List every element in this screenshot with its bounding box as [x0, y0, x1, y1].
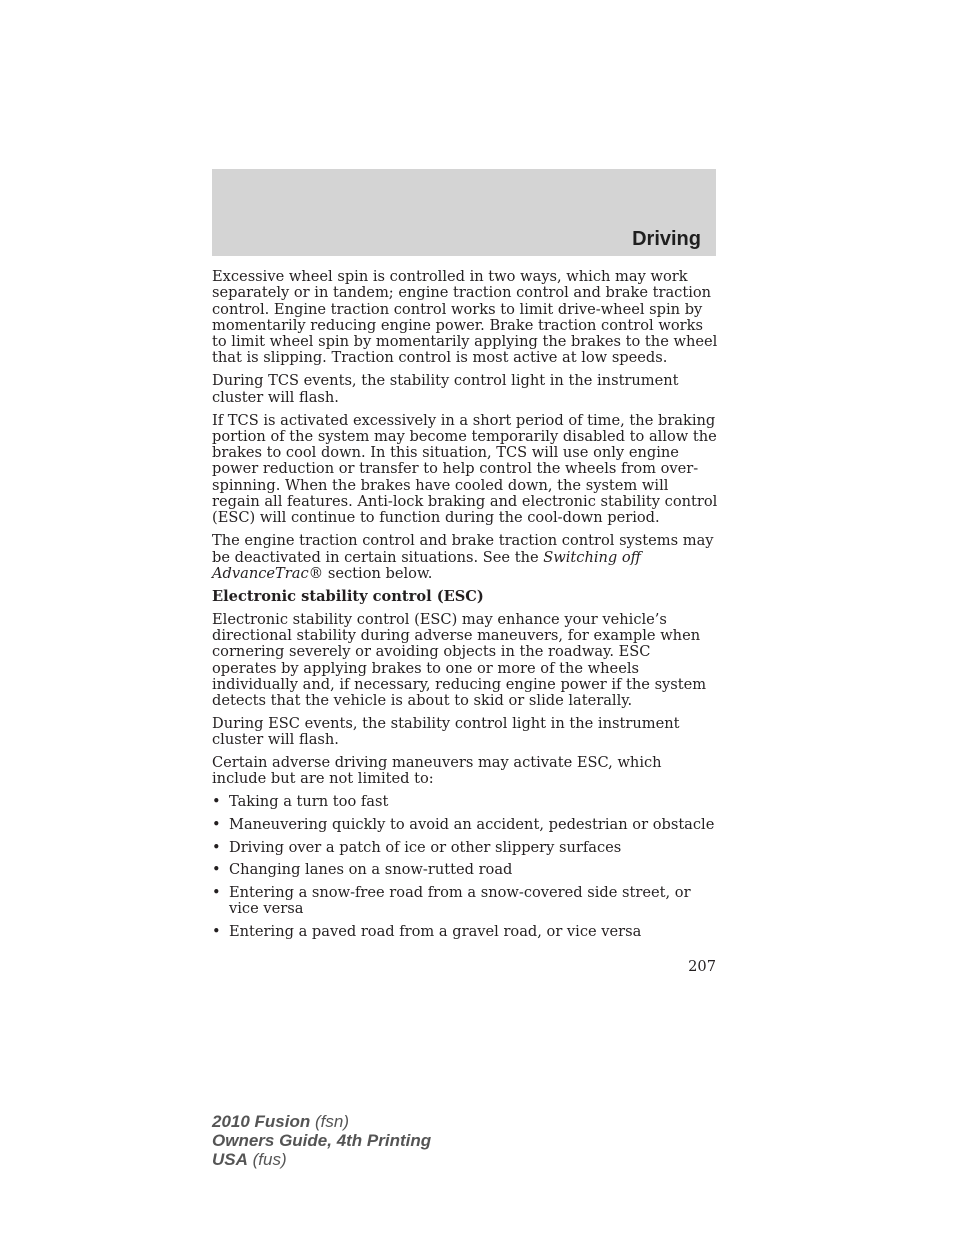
footer-model-code: (fsn): [310, 1112, 349, 1131]
list-item-text: Taking a turn too fast: [229, 793, 389, 811]
paragraph-tcs-events: During TCS events, the stability control light in the instrument cluster will flash.: [212, 372, 679, 406]
footer-region: USA: [212, 1150, 248, 1169]
document-footer: [212, 1112, 431, 1169]
list-item: [212, 817, 718, 833]
paragraph-esc-events: During ESC events, the stability control light in the instrument cluster will flash.: [212, 714, 680, 749]
bullet-icon: •: [212, 838, 221, 856]
list-item-text: Entering a paved road from a gravel road, or vice versa: [229, 922, 642, 940]
page-body: [212, 269, 718, 946]
list-item-text: Maneuvering quickly to avoid an accident, pedestrian or obstacle: [229, 815, 715, 833]
page-number: 207: [688, 958, 716, 975]
deactivation-text-start: The engine traction control and brake traction control systems may be deactivated in certain situations. See the: [212, 532, 714, 566]
footer-region-line: [212, 1150, 431, 1169]
paragraph-esc-maneuvers: Certain adverse driving maneuvers may activate ESC, which include but are not limited to:: [212, 754, 662, 788]
list-item-text: Entering a snow-free road from a snow-covered side street, or vice versa: [229, 883, 691, 918]
esc-heading: Electronic stability control (ESC): [212, 587, 484, 605]
bullet-icon: •: [212, 883, 221, 901]
bullet-icon: •: [212, 861, 221, 879]
section-title: Driving: [632, 228, 701, 250]
list-item-text: Driving over a patch of ice or other slippery surfaces: [229, 838, 622, 856]
bullet-icon: •: [212, 922, 221, 940]
bullet-icon: •: [212, 815, 221, 833]
footer-model: 2010 Fusion: [212, 1112, 311, 1131]
list-item: [212, 885, 718, 918]
list-item-text: Changing lanes on a snow-rutted road: [229, 861, 513, 879]
footer-region-code: (fus): [247, 1150, 287, 1169]
list-item: [212, 794, 718, 810]
maneuver-list: [212, 794, 718, 940]
deactivation-text-end: section below.: [323, 564, 433, 582]
footer-model-line: [212, 1112, 431, 1131]
list-item: [212, 840, 718, 856]
bullet-icon: •: [212, 793, 221, 811]
footer-printing-line: Owners Guide, 4th Printing: [212, 1131, 432, 1150]
paragraph-deactivation: [212, 533, 718, 582]
paragraph-esc-description: Electronic stability control (ESC) may enhance your vehicle’s directional stability during adverse maneuvers, for example when cornering severely or avoiding objects in the roadway. ESC operates by applying brakes to one or more of the wheels individually and, if necessary, reducing engine power if the system detects that the vehicle is about to skid or slide laterally.: [212, 610, 707, 710]
list-item: [212, 862, 718, 878]
section-header-band: [212, 169, 716, 256]
list-item: [212, 924, 718, 940]
advancetrac-reference: Switching off AdvanceTrac®: [212, 548, 642, 582]
paragraph-traction-control: Excessive wheel spin is controlled in two ways, which may work separately or in tandem; engine traction control and brake traction control. Engine traction control works to limit drive-wheel spin by momentarily reducing engine power. Brake traction control works to limit wheel spin by momentarily applying the brakes to the wheel that is slipping. Traction control is most active at low speeds.: [212, 268, 718, 367]
paragraph-tcs-excessive: If TCS is activated excessively in a short period of time, the braking portion of the system may become temporarily disabled to allow the brakes to cool down. In this situation, TCS will use only engine power reduction or transfer to help control the wheels from over-spinning. When the brakes have cooled down, the system will regain all features. Anti-lock braking and electronic stability control (ESC) will continue to function during the cool-down period.: [212, 411, 718, 527]
